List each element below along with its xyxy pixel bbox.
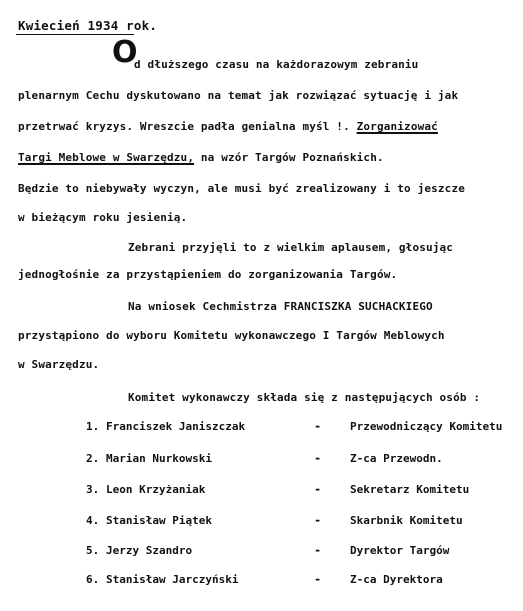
committee-dash: -	[314, 572, 322, 586]
paragraph3-line3: w Swarzędzu.	[18, 358, 100, 371]
committee-dash: -	[314, 513, 322, 527]
document-date: Kwiecień 1934 rok.	[18, 18, 158, 33]
committee-number: 2.	[86, 452, 100, 465]
paragraph1-line3	[18, 120, 438, 133]
committee-number: 1.	[86, 420, 100, 433]
paragraph1-line1: d dłuższego czasu na każdorazowym zebraniu	[134, 58, 419, 71]
committee-dash: -	[314, 543, 322, 557]
drop-cap-initial: O	[112, 35, 138, 70]
committee-number: 5.	[86, 544, 100, 557]
committee-role: Przewodniczący Komitetu	[350, 420, 503, 433]
committee-dash: -	[314, 451, 322, 465]
committee-member-name: Stanisław Jarczyński	[106, 573, 239, 586]
paragraph2-line1: Zebrani przyjęli to z wielkim aplausem, głosując	[128, 241, 454, 254]
paragraph1-line2: plenarnym Cechu dyskutowano na temat jak rozwiązać sytuację i jak	[18, 89, 459, 102]
paragraph1-line3-text: przetrwać kryzys. Wreszcie padła genialna myśl !.	[18, 120, 350, 133]
paragraph3-line1: Na wniosek Cechmistrza FRANCISZKA SUCHACKIEGO	[128, 300, 433, 313]
committee-role: Sekretarz Komitetu	[350, 483, 470, 496]
committee-intro: Komitet wykonawczy składa się z następujących osób :	[128, 391, 481, 404]
committee-role: Skarbnik Komitetu	[350, 514, 463, 527]
paragraph1-line5: Będzie to niebywały wyczyn, ale musi być zrealizowany i to jeszcze	[18, 182, 465, 195]
paragraph1-line4-text: na wzór Targów Poznańskich.	[200, 151, 384, 164]
committee-member-name: Marian Nurkowski	[106, 452, 212, 465]
committee-role: Z-ca Przewodn.	[350, 452, 443, 465]
committee-member-name: Jerzy Szandro	[106, 544, 193, 557]
committee-number: 4.	[86, 514, 100, 527]
paragraph1-line4	[18, 151, 384, 164]
committee-dash: -	[314, 482, 322, 496]
committee-member-name: Franciszek Janiszczak	[106, 420, 246, 433]
committee-role: Z-ca Dyrektora	[350, 573, 443, 586]
paragraph3-line2: przystąpiono do wyboru Komitetu wykonawczego I Targów Meblowych	[18, 329, 445, 342]
underlined-phrase-organize: Zorganizować	[356, 120, 438, 133]
committee-number: 6.	[86, 573, 100, 586]
committee-member-name: Leon Krzyżaniak	[106, 483, 206, 496]
committee-number: 3.	[86, 483, 100, 496]
committee-member-name: Stanisław Piątek	[106, 514, 212, 527]
committee-role: Dyrektor Targów	[350, 544, 450, 557]
underlined-phrase-fair-name: Targi Meblowe w Swarzędzu,	[18, 151, 195, 164]
paragraph1-line6: w bieżącym roku jesienią.	[18, 211, 188, 224]
paragraph2-line2: jednogłośnie za przystąpieniem do zorganizowania Targów.	[18, 268, 398, 281]
committee-dash: -	[314, 419, 322, 433]
